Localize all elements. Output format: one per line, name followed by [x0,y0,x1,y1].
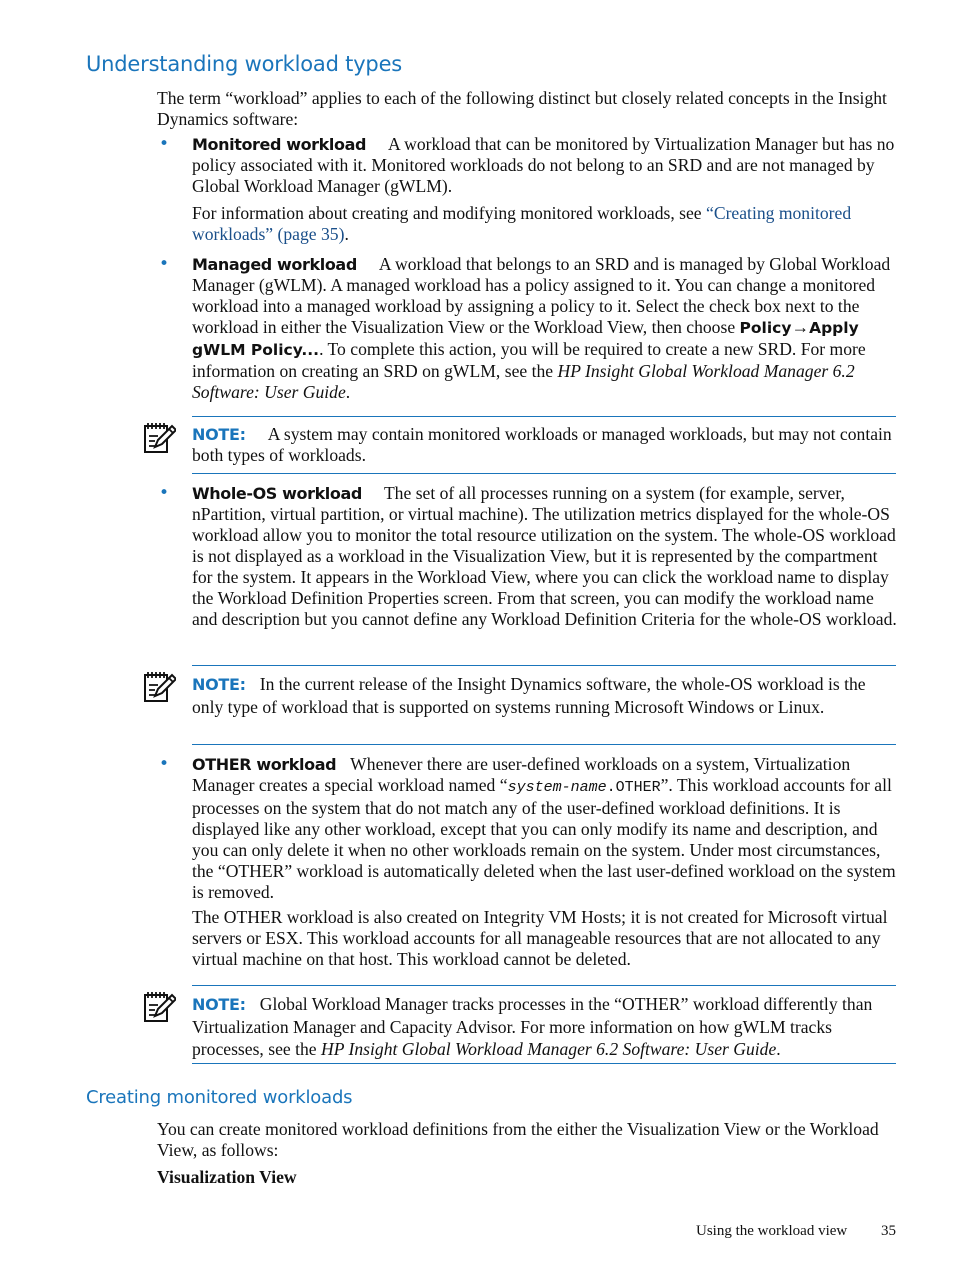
note-label: NOTE: [192,675,246,694]
note-rule-top [192,416,896,417]
note-rule-bottom [192,473,896,474]
bullet-icon: • [159,754,170,774]
note-rule-top [192,665,896,666]
term-managed: Managed workload [192,255,357,274]
arrow-icon: → [791,317,810,337]
note-label: NOTE: [192,995,246,1014]
note-rule-bottom [192,1063,896,1064]
note-pencil-icon [142,670,176,704]
section2-intro: You can create monitored workload definitions from the either the Visualization View or the Workload View, as follows: [157,1119,879,1160]
guide-title: HP Insight Global Workload Manager 6.2 Software: User Guide [320,1039,777,1059]
code-system-name: system-name [507,779,607,796]
item-wholeos: Whole-OS workload The set of all processes running on a system (for example, server, nPartition, virtual partition, or virtual machine). The utilization metrics displayed for the whole-OS workload allow you to monitor the total resource utilization on the system. The whole-OS workload is not displayed as a workload in the Visualization View, but it is represented by the compartment for the system. It appears in the Workload View, where you can click the workload name to display the Workload Definition Properties screen. From that screen, you can modify the workload name and description but you cannot define any Workload Definition Criteria for the whole-OS workload. [192,483,897,629]
note-3: NOTE: Global Workload Manager tracks processes in the “OTHER” workload differently than Virtualization Manager and Capacity Advisor. For more information on how gWLM tracks processes, see the HP Insight Global Workload Manager 6.2 Software: User Guide. [192,994,873,1059]
section-title: Understanding workload types [86,52,403,76]
item-other: OTHER workload Whenever there are user-defined workloads on a system, Virtualization Manager creates a special workload named “system-name.OTHER”. This workload accounts for all processes on the system that do not match any of the user-defined workload definitions. It is displayed like any other workload, except that you can only modify its name and description, and you can only delete it when no other workloads remain on the system. Under most circumstances, the “OTHER” workload is automatically deleted when the last user-defined workload on the system is removed. [192,754,896,902]
section2-title: Creating monitored workloads [86,1087,353,1108]
subhead-visualization-view: Visualization View [157,1167,297,1187]
note-1: NOTE: A system may contain monitored workloads or managed workloads, but may not contain both types of workloads. [192,424,892,465]
item-monitored-more: For information about creating and modifying monitored workloads, see “Creating monitored workloads” (page 35). [192,203,852,244]
note-pencil-icon [142,990,176,1024]
menu-policy: Policy [739,319,792,337]
link-creating-monitored[interactable]: “Creating monitored workloads” (page 35) [192,203,852,244]
text-monitored: A workload that can be monitored by Virtualization Manager but has no policy associated with it. Monitored workloads do not belong to an SRD and are not managed by Global Workload Manager (gWLM). [192,134,895,196]
bullet-icon: • [159,254,170,274]
item-other-extra: The OTHER workload is also created on Integrity VM Hosts; it is not created for Microsoft virtual servers or ESX. This workload accounts for all manageable resources that are not allocated to any virtual machine on that host. This workload cannot be deleted. [192,907,888,969]
note-rule-top [192,985,896,986]
guide-title: HP Insight Global Workload Manager 6.2 Software: User Guide [192,361,855,402]
note-rule-bottom [192,744,896,745]
note-2: NOTE: In the current release of the Insight Dynamics software, the whole-OS workload is the only type of workload that is supported on systems running Microsoft Windows or Linux. [192,674,866,717]
bullet-icon: • [159,134,170,154]
bullet-icon: • [159,483,170,503]
page-number: 35 [881,1223,896,1239]
term-monitored: Monitored workload [192,135,367,154]
note-pencil-icon [142,421,176,455]
code-other: .OTHER [606,779,661,796]
item-managed: Managed workload A workload that belongs to an SRD and is managed by Global Workload Manager (gWLM). A managed workload has a policy assigned to it. You can change a monitored workload into a managed workload by assigning a policy to it. Select the check box next to the workload in either the Visualization View or the Workload View, then choose Policy→Apply gWLM Policy.... To complete this action, you will be required to create a new SRD. For more information on creating an SRD on gWLM, see the HP Insight Global Workload Manager 6.2 Software: User Guide. [192,254,891,402]
term-other: OTHER workload [192,755,337,774]
section-intro: The term “workload” applies to each of the following distinct but closely related concepts in the Insight Dynamics software: [157,88,887,129]
note-label: NOTE: [192,425,246,444]
menu-apply-gwlm-policy: Apply gWLM Policy... [192,319,859,359]
footer-chapter: Using the workload view [696,1223,848,1239]
item-monitored [192,134,898,197]
term-wholeos: Whole-OS workload [192,484,362,503]
